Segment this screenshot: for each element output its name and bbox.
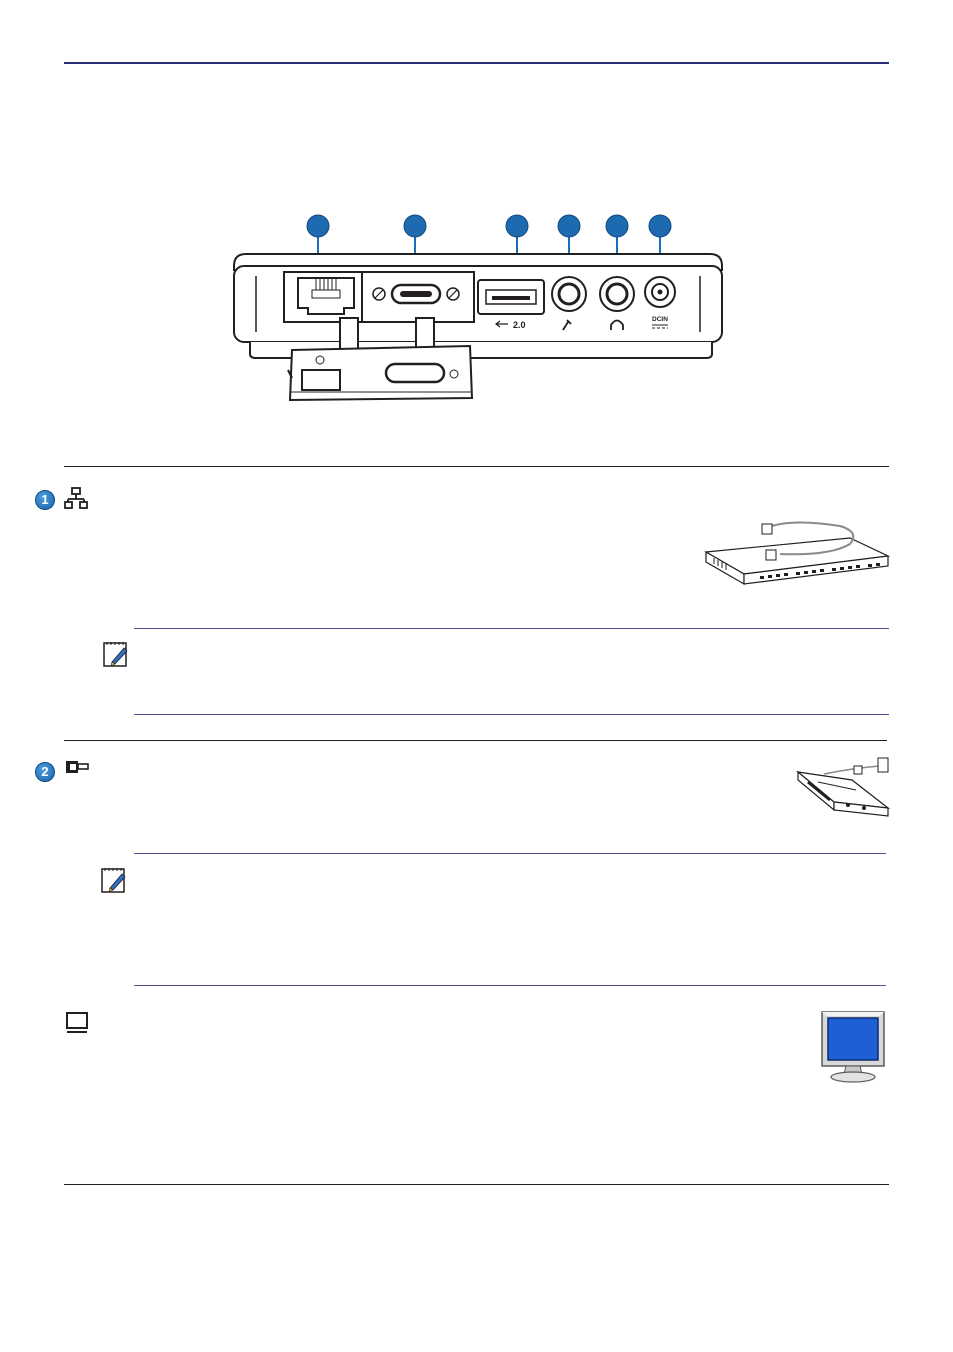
note-bottom-rule [134, 985, 886, 986]
lan-icon [64, 486, 88, 510]
note-bottom-rule [134, 714, 889, 715]
footer-rule [64, 1184, 889, 1185]
section-divider [64, 740, 887, 741]
note-icon [100, 866, 128, 894]
network-hub-illustration [700, 516, 890, 600]
rear-panel-diagram [220, 208, 740, 408]
dcin-label: DCIN [652, 316, 668, 323]
header-rule [64, 62, 889, 64]
port-bar-icon [64, 758, 90, 776]
section-number-badge: 1 [35, 490, 55, 510]
rear-panel-illustration [220, 208, 740, 408]
note-top-rule [134, 628, 889, 629]
note-icon [102, 640, 130, 668]
display-icon [64, 1010, 90, 1036]
section-divider [64, 466, 889, 467]
usb-version-label: 2.0 [513, 320, 526, 330]
section-number-badge: 2 [35, 762, 55, 782]
note-top-rule [134, 853, 886, 854]
port-replicator-illustration [794, 752, 890, 848]
monitor-illustration [816, 1008, 890, 1084]
